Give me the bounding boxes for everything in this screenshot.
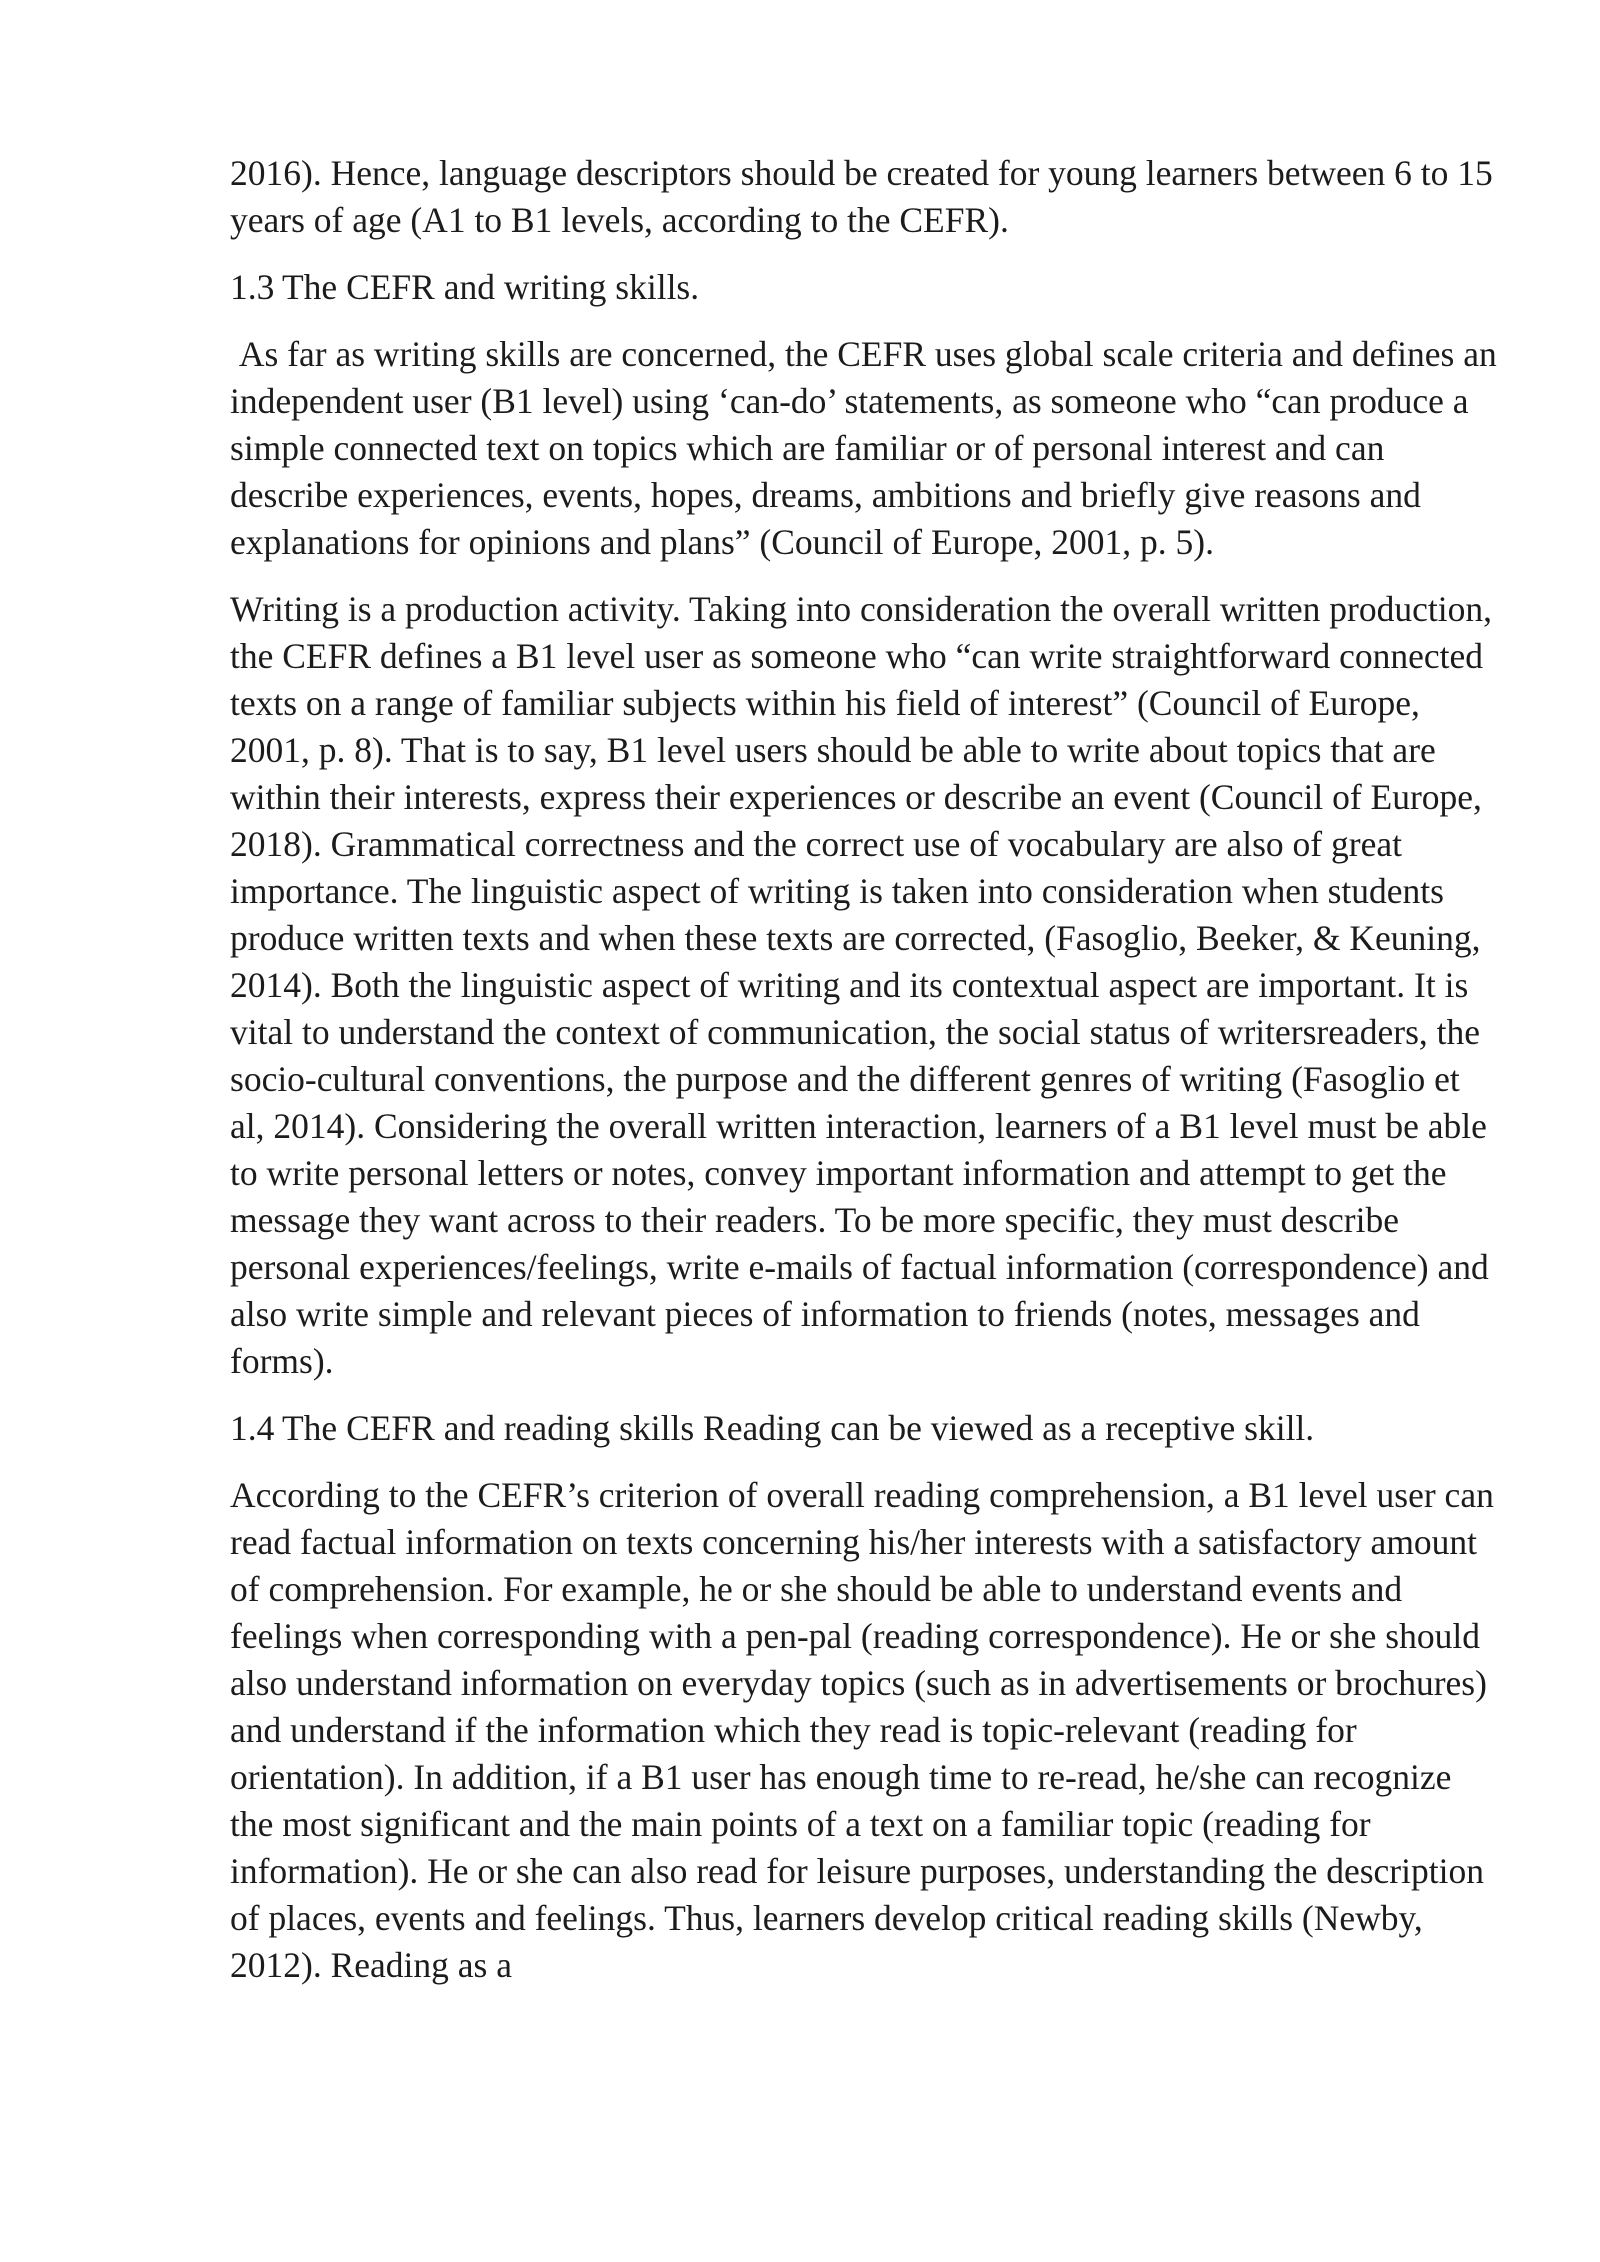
section-number: 1.4: [230, 1408, 275, 1448]
paragraph-writing-criteria: As far as writing skills are concerned, the CEFR uses global scale criteria and defines an independent user (B1 level) using ‘can-do’ statements, as someone who “can produce a simple connected text on topics which are familiar or of personal interest and can describe experiences, events, hopes, dreams, ambitions and briefly give reasons and explanations for opinions and plans” (Council of Europe, 2001, p. 5).: [230, 334, 1506, 562]
paragraph-continuation: 2016). Hence, language descriptors should be created for young learners between 6 to 15 years of age (A1 to B1 levels, according to the CEFR).: [230, 153, 1493, 240]
paragraph-writing-production: Writing is a production activity. Taking into consideration the overall written production, the CEFR defines a B1 level user as someone who “can write straightforward connected texts on a range of familiar subjects within his field of interest” (Council of Europe, 2001, p. 8). That is to say, B1 level users should be able to write about topics that are within their interests, express their experiences or describe an event (Council of Europe, 2018). Grammatical correctness and the correct use of vocabulary are also of great importance. The linguistic aspect of writing is taken into consideration when students produce written texts and when these texts are corrected, (Fasoglio, Beeker, & Keuning, 2014). Both the linguistic aspect of writing and its contextual aspect are important. It is vital to understand the context of communication, the social status of writersreaders, the socio-cultural conventions, the purpose and the different genres of writing (Fasoglio et al, 2014). Considering the overall written interaction, learners of a B1 level must be able to write personal letters or notes, convey important information and attempt to get the message they want across to their readers. To be more specific, they must describe personal experiences/feelings, write e-mails of factual information (correspondence) and also write simple and relevant pieces of information to friends (notes, messages and forms).: [230, 589, 1492, 1381]
paragraph-reading-comprehension: According to the CEFR’s criterion of overall reading comprehension, a B1 level user can read factual information on texts concerning his/her interests with a satisfactory amount of comprehension. For example, he or she should be able to understand events and feelings when corresponding with a pen-pal (reading correspondence). He or she should also understand information on everyday topics (such as in advertisements or brochures) and understand if the information which they read is topic-relevant (reading for orientation). In addition, if a B1 user has enough time to re-read, he/she can recognize the most significant and the main points of a text on a familiar topic (reading for information). He or she can also read for leisure purposes, understanding the description of places, events and feelings. Thus, learners develop critical reading skills (Newby, 2012). Reading as a: [230, 1475, 1494, 1985]
section-heading-1-4: [230, 1405, 1500, 1452]
section-number: 1.3: [230, 267, 275, 307]
section-title: The CEFR and reading skills Reading can be viewed as a receptive skill.: [282, 1408, 1315, 1448]
section-heading-1-3: [230, 264, 1500, 311]
document-body: [230, 150, 1506, 2009]
section-title: The CEFR and writing skills.: [282, 267, 700, 307]
